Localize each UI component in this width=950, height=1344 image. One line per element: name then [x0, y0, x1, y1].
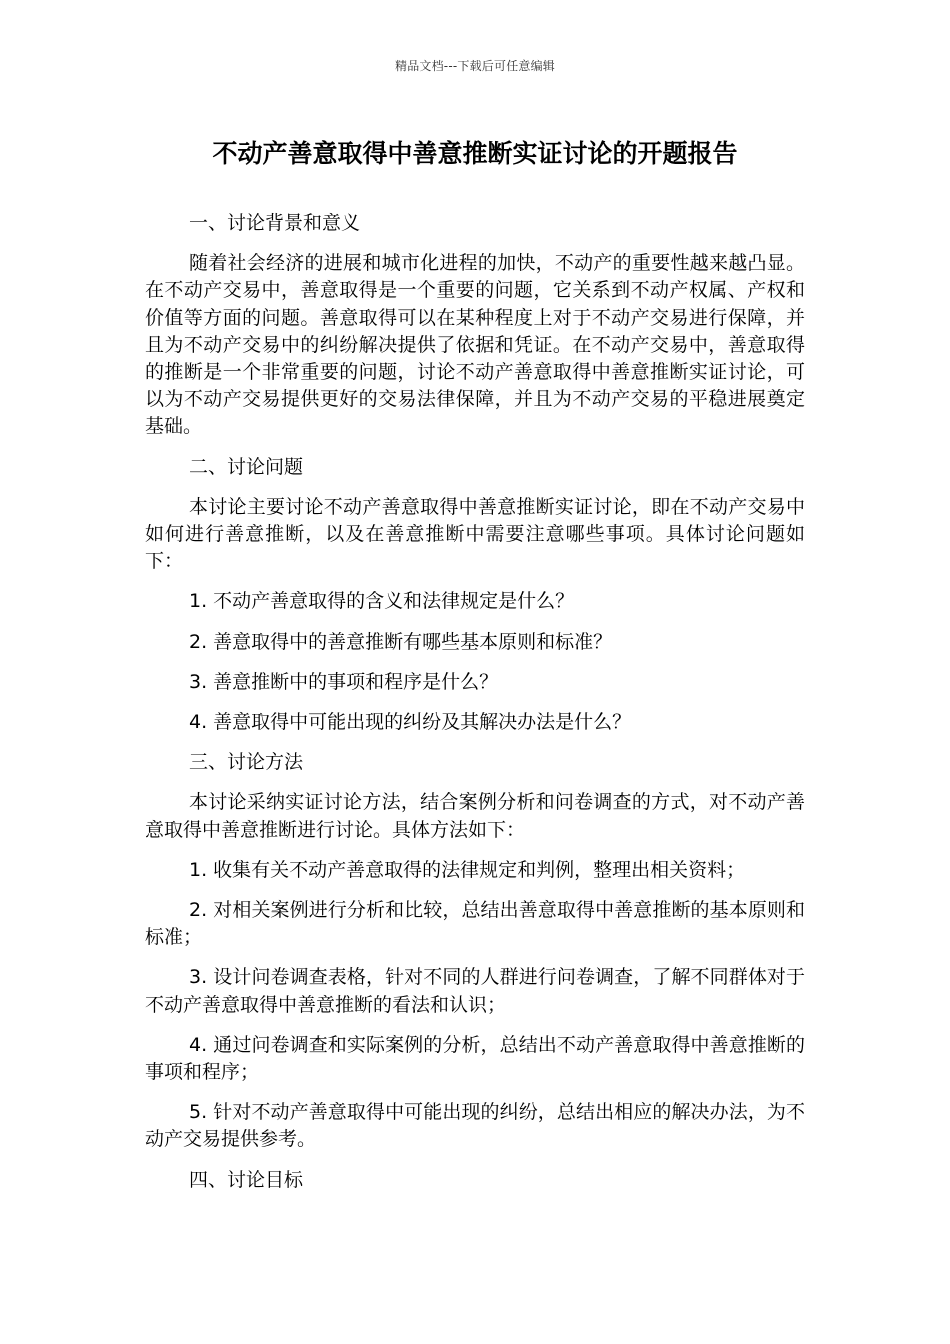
list-item: 5. 针对不动产善意取得中可能出现的纠纷，总结出相应的解决办法，为不动产交易提供参考。 — [145, 1101, 805, 1151]
list-item: 3. 设计问卷调查表格，针对不同的人群进行问卷调查，了解不同群体对于不动产善意取得中善意推断的看法和认识； — [145, 966, 805, 1016]
paragraph: 本讨论采纳实证讨论方法，结合案例分析和问卷调查的方式，对不动产善意取得中善意推断进行讨论。具体方法如下： — [145, 791, 805, 841]
list-item: 3. 善意推断中的事项和程序是什么？ — [189, 670, 499, 693]
paragraph: 随着社会经济的进展和城市化进程的加快，不动产的重要性越来越凸显。在不动产交易中，善意取得是一个重要的问题，它关系到不动产权属、产权和价值等方面的问题。善意取得可以在某种程度上对于不动产交易进行保障，并且为不动产交易中的纠纷解决提供了依据和凭证。在不动产交易中，善意取得的推断是一个非常重要的问题，讨论不动产善意取得中善意推断实证讨论，可以为不动产交易提供更好的交易法律保障，并且为不动产交易的平稳进展奠定基础。 — [145, 252, 805, 438]
section-heading: 一、讨论背景和意义 — [189, 212, 361, 234]
document-title: 不动产善意取得中善意推断实证讨论的开题报告 — [212, 139, 738, 168]
list-item: 1. 收集有关不动产善意取得的法律规定和判例，整理出相关资料； — [189, 858, 746, 881]
list-item: 4. 通过问卷调查和实际案例的分析，总结出不动产善意取得中善意推断的事项和程序； — [145, 1033, 805, 1084]
list-item: 2. 善意取得中的善意推断有哪些基本原则和标准？ — [189, 630, 613, 653]
list-item: 4. 善意取得中可能出现的纠纷及其解决办法是什么？ — [189, 711, 632, 734]
list-item: 2. 对相关案例进行分析和比较，总结出善意取得中善意推断的基本原则和标准； — [145, 899, 805, 949]
document-body — [145, 210, 805, 1194]
paragraph: 本讨论主要讨论不动产善意取得中善意推断实证讨论，即在不动产交易中如何进行善意推断，以及在善意推断中需要注意哪些事项。具体讨论问题如下： — [145, 495, 805, 573]
section-heading: 四、讨论目标 — [189, 1168, 304, 1191]
header-note: 精品文档---下载后可任意编辑 — [395, 59, 555, 73]
section-heading: 三、讨论方法 — [189, 751, 304, 774]
list-item: 1. 不动产善意取得的含义和法律规定是什么？ — [189, 590, 575, 613]
section-heading: 二、讨论问题 — [189, 455, 304, 478]
